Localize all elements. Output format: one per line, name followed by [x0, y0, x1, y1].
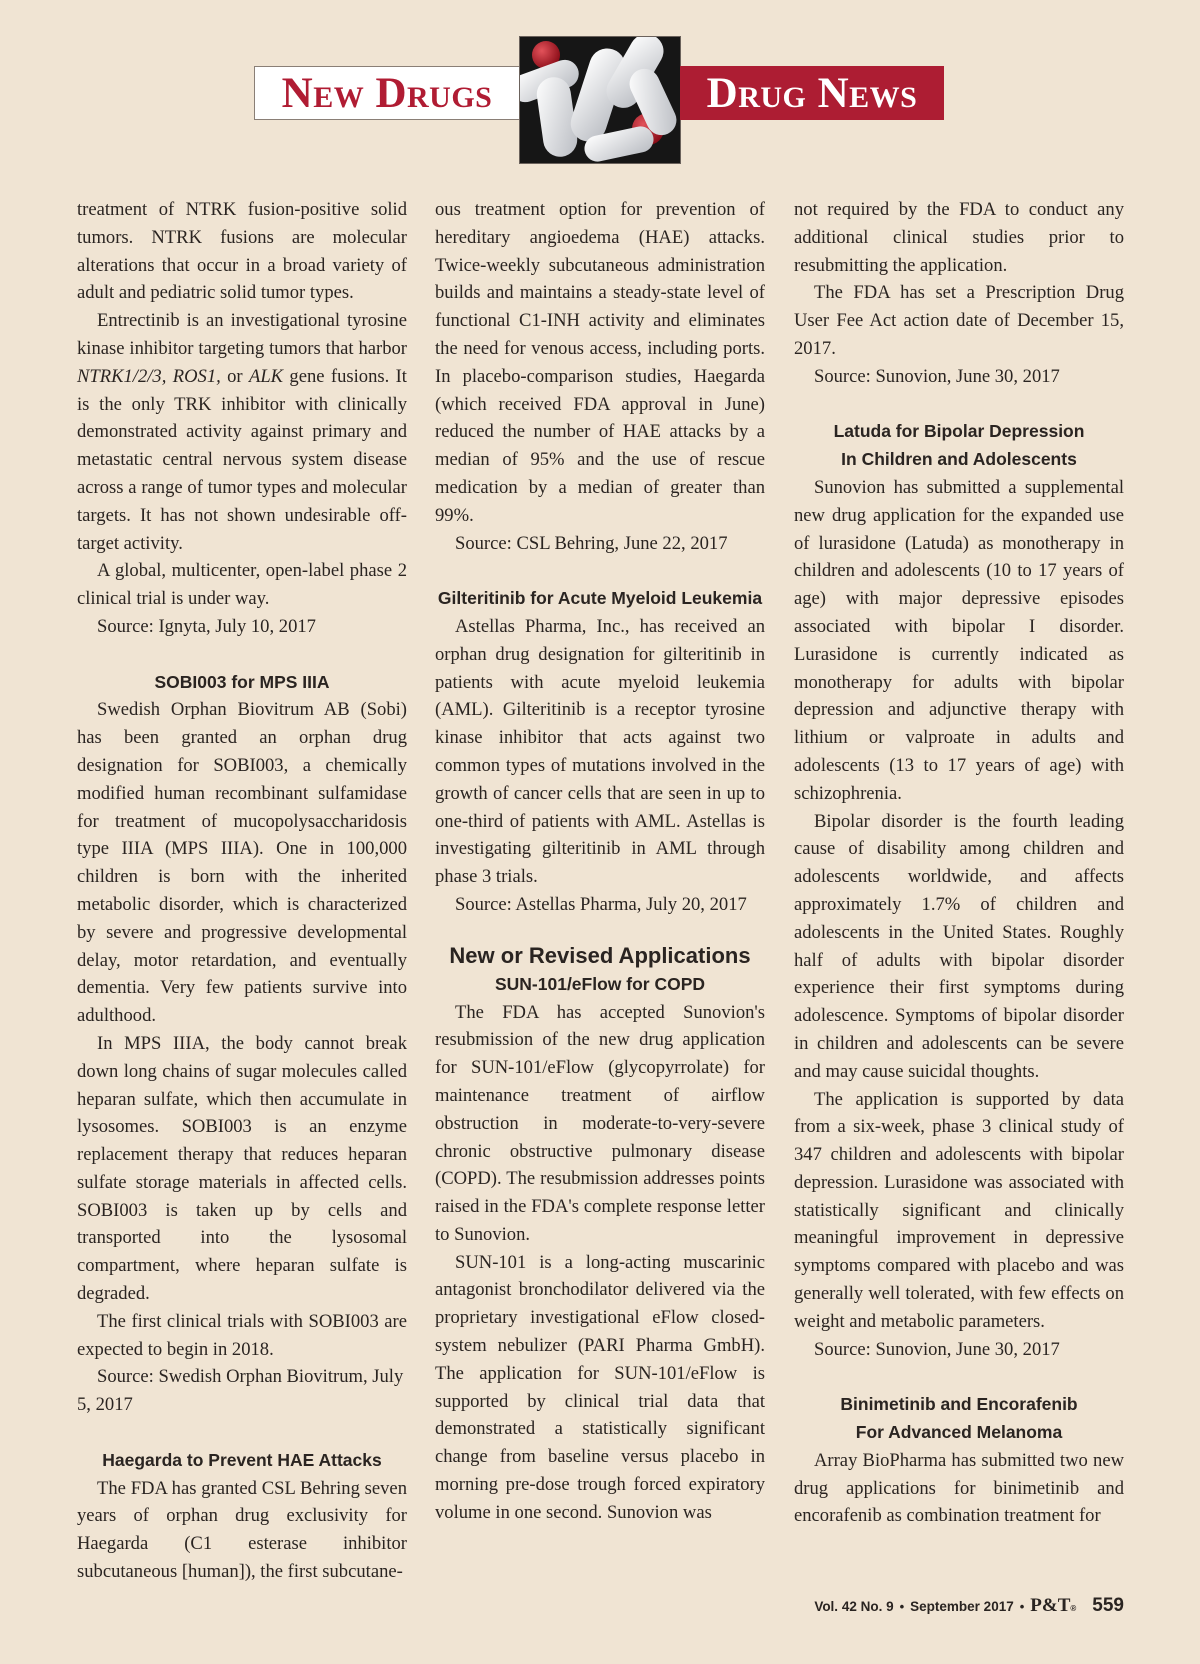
- subheading: SOBI003 for MPS IIIA: [154, 671, 330, 692]
- source-line: Source: Sunovion, June 30, 2017: [814, 365, 1060, 387]
- paragraph: Entrectinib is an investigational tyrosine kinase inhibitor targeting tumors that harbor NTRK1/2/3, ROS1, or ALK gene fusions. It is the only TRK inhibitor with clinically demonstrated activity against primary and metastatic central nervous system disease across a range of tumor types and molecular targets. It has not shown undesirable off-target activity.: [77, 310, 407, 554]
- paragraph: ous treatment option for prevention of hereditary angioedema (HAE) attacks. Twice-weekly subcutaneous administration builds and maintains a steady-state level of functional C1-INH activity and eliminates the need for venous access, including ports. In placebo-comparison studies, Haegarda (which received FDA approval in June) reduced the number of HAE attacks by a median of 95% and the use of rescue medication by a median of greater than 99%.: [435, 199, 765, 526]
- journal-name: P&T®: [1030, 1595, 1077, 1616]
- paragraph: Swedish Orphan Biovitrum AB (Sobi) has been granted an orphan drug designation for SOBI003, a chemically modified human recombinant sulfamidase for treatment of mucopolysaccharidosis type IIIA (MPS IIIA). One in 100,000 children is born with the inherited metabolic disorder, which is characterized by severe and progressive developmental delay, motor retardation, and eventually dementia. Very few patients survive into adulthood.: [77, 699, 407, 1027]
- separator: •: [1019, 1599, 1025, 1614]
- paragraph: SUN-101 is a long-acting muscarinic antagonist bronchodilator delivered via the proprietary investigational eFlow closed-system nebulizer (PARI Pharma GmbH). The application for SUN-101/eFlow is supported by clinical trial data that demonstrated a statistically significant change from baseline versus placebo in morning pre-dose trough forced expiratory volume in one second. Sunovion was: [435, 1251, 765, 1523]
- subheading: SUN-101/eFlow for COPD: [494, 973, 706, 994]
- paragraph: Bipolar disorder is the fourth leading cause of disability among children and adolescents worldwide, and affects approximately 1.7% of children and adolescents in the United States. Roughly half of adults with bipolar disorder experience their first symptoms during adolescence. Symptoms of bipolar disorder in children and adolescents can be severe and may cause suicidal thoughts.: [794, 810, 1124, 1082]
- subheading: [794, 1391, 1124, 1447]
- page-number: 559: [1092, 1595, 1124, 1616]
- paragraph: Sunovion has submitted a supplemental new drug application for the expanded use of lurasidone (Latuda) as monotherapy in children and adolescents (10 to 17 years of age) with major depressive episodes associated with bipolar I disorder. Lurasidone is currently indicated as monotherapy for adults with bipolar depression and adjunctive therapy with lithium or valproate in adults and adolescents (13 to 17 years of age) with schizophrenia.: [794, 476, 1124, 804]
- new-drugs-title: New Drugs: [254, 66, 520, 120]
- paragraph: Astellas Pharma, Inc., has received an orphan drug designation for gilteritinib in patients with acute myeloid leukemia (AML). Gilteritinib is a receptor tyrosine kinase inhibitor that acts against two common types of mutations involved in the growth of cancer cells that are seen in up to one-third of patients with AML. Astellas is investigating gilteritinib in AML through phase 3 trials.: [435, 615, 765, 888]
- paragraph: treatment of NTRK fusion-positive solid tumors. NTRK fusions are molecular alterations that occur in a broad variety of adult and pediatric solid tumor types.: [77, 199, 407, 304]
- page-footer: [814, 1595, 1124, 1617]
- source-line: Source: Ignyta, July 10, 2017: [97, 615, 316, 637]
- page-header: [0, 0, 1200, 170]
- column-1: [77, 196, 407, 1586]
- subheading-line: In Children and Adolescents: [841, 449, 1077, 470]
- issue-date: September 2017: [910, 1599, 1014, 1614]
- source-line: Source: Astellas Pharma, July 20, 2017: [455, 893, 747, 915]
- source-line: Source: Sunovion, June 30, 2017: [814, 1338, 1060, 1360]
- source-line: Source: Swedish Orphan Biovitrum, July 5, 2017: [77, 1366, 404, 1416]
- paragraph: A global, multicenter, open-label phase 2 clinical trial is under way.: [77, 560, 407, 610]
- paragraph: The FDA has set a Prescription Drug User Fee Act action date of December 15, 2017.: [794, 282, 1124, 359]
- subheading-line: For Advanced Melanoma: [855, 1422, 1063, 1443]
- paragraph: The FDA has granted CSL Behring seven years of orphan drug exclusivity for Haegarda (C1 esterase inhibitor subcutaneous [human]), the first subcutane-: [77, 1477, 407, 1583]
- subheading-line: Latuda for Bipolar Depression: [833, 421, 1085, 442]
- paragraph: The first clinical trials with SOBI003 are expected to begin in 2018.: [77, 1310, 407, 1360]
- subheading-line: Binimetinib and Encorafenib: [840, 1394, 1078, 1415]
- pills-image-icon: [520, 37, 680, 163]
- separator: •: [899, 1599, 905, 1614]
- paragraph: The FDA has accepted Sunovion's resubmission of the new drug application for SUN-101/eFlow (glycopyrrolate) for maintenance treatment of airflow obstruction in moderate-to-very-severe chronic obstructive pulmonary disease (COPD). The resubmission addresses points raised in the FDA's complete response letter to Sunovion.: [435, 1001, 765, 1245]
- paragraph: Array BioPharma has submitted two new drug applications for binimetinib and encorafenib as combination treatment for: [794, 1449, 1124, 1527]
- volume-issue: Vol. 42 No. 9: [814, 1599, 894, 1614]
- pills-photo: [519, 36, 681, 164]
- subheading: [794, 418, 1124, 474]
- section-heading: New or Revised Applications: [449, 942, 751, 968]
- subheading: Gilteritinib for Acute Myeloid Leukemia: [437, 588, 763, 609]
- drug-news-title: Drug News: [680, 66, 944, 120]
- paragraph: In MPS IIIA, the body cannot break down long chains of sugar molecules called heparan sulfate, which then accumulate in lysosomes. SOBI003 is an enzyme replacement therapy that reduces heparan sulfate storage materials in affected cells. SOBI003 is taken up by cells and transported into the lysosomal compartment, where heparan sulfate is degraded.: [77, 1032, 407, 1305]
- column-3: [794, 196, 1124, 1530]
- source-line: Source: CSL Behring, June 22, 2017: [455, 532, 728, 554]
- subheading: Haegarda to Prevent HAE Attacks: [102, 1449, 382, 1470]
- column-2: [435, 196, 765, 1527]
- paragraph: The application is supported by data from a six-week, phase 3 clinical study of 347 children and adolescents with bipolar depression. Lurasidone was associated with statistically significant and clinically meaningful improvement in depressive symptoms compared with placebo and was generally well tolerated, with few effects on weight and metabolic parameters.: [794, 1088, 1124, 1332]
- paragraph: not required by the FDA to conduct any additional clinical studies prior to resubmitting the application.: [794, 199, 1124, 276]
